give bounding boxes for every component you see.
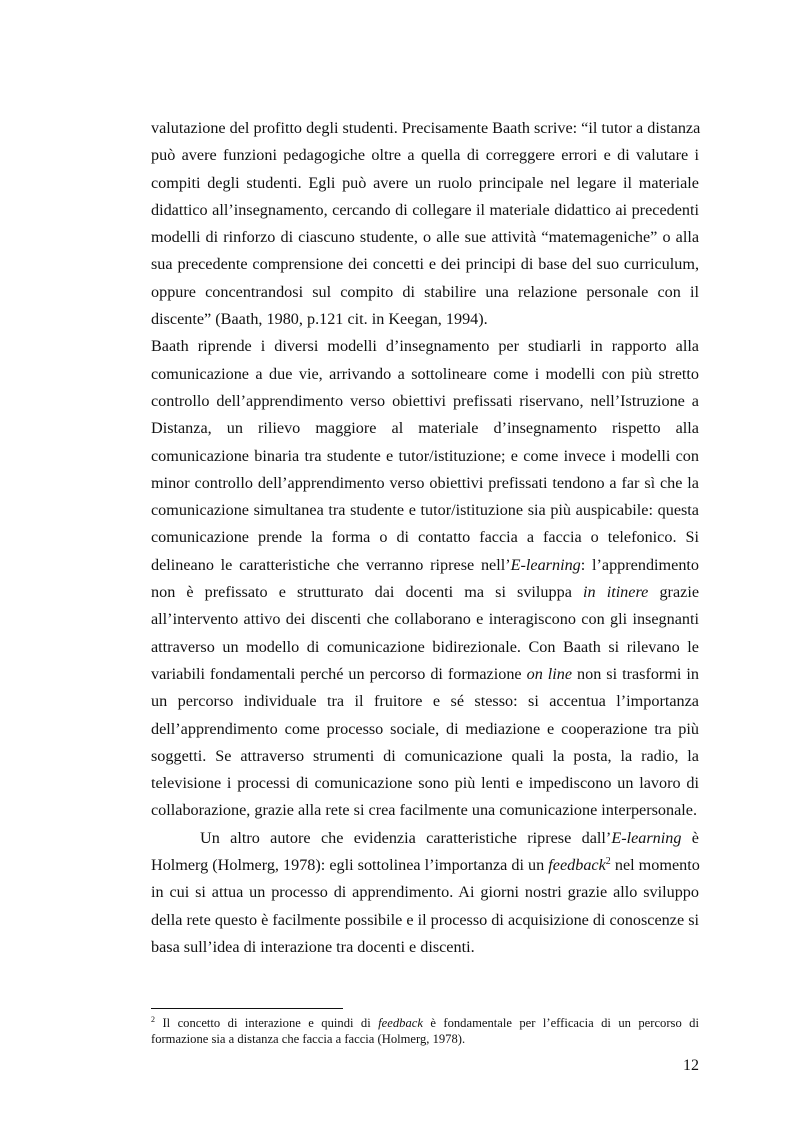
text-line: [151, 661, 699, 688]
text-line: didattico all’insegnamento, cercando di collegare il materiale didattico ai precedenti: [151, 200, 699, 219]
text-run: grazie: [648, 583, 699, 602]
text-line: comunicazione binaria tra studente e tutor/istituzione; e come invece i modelli con: [151, 446, 699, 465]
paragraph-holmerg: [151, 825, 699, 961]
italic-term: feedback: [378, 1016, 423, 1030]
footnote-reference[interactable]: 2: [605, 856, 611, 868]
page-number: 12: [683, 1057, 699, 1074]
text-run: nel momento: [610, 856, 700, 875]
text-run: variabili fondamentali perché un percorso di formazione: [151, 664, 527, 683]
text-run: Il concetto di interazione e quindi di: [155, 1016, 379, 1030]
footnote-divider: [151, 1008, 343, 1009]
footnote-line: [151, 1015, 699, 1031]
body-text: [151, 115, 699, 961]
text-line: comunicazione a due vie, arrivando a sottolineare come i modelli con più stretto: [151, 364, 699, 383]
text-line: collaborazione, grazie alla rete si crea facilmente una comunicazione interpersonale.: [151, 801, 698, 820]
text-line: [151, 852, 699, 879]
text-run: Un altro autore che evidenzia caratteristiche riprese dall’: [200, 828, 612, 847]
italic-term: in itinere: [583, 583, 649, 602]
text-line: dell’apprendimento come processo sociale, di mediazione e cooperazione tra più: [151, 719, 699, 738]
text-line: soggetti. Se attraverso strumenti di comunicazione quali la posta, la radio, la: [151, 746, 699, 765]
text-line: un percorso individuale tra il fruitore e sé stesso: si accentua l’importanza: [151, 692, 699, 711]
text-line: comunicazione simultanea tra studente e tutor/istituzione sia più auspicabile: questa: [151, 501, 699, 520]
text-line: modelli di rinforzo di ciascuno studente, o alle sue attività “matemageniche” o alla: [151, 228, 699, 247]
text-line: [151, 552, 699, 579]
text-line: [151, 825, 699, 852]
text-run: è: [681, 828, 699, 847]
text-line: attraverso un modello di comunicazione bidirezionale. Con Baath si rilevano le: [151, 637, 699, 656]
text-line: valutazione del profitto degli studenti. Precisamente Baath scrive: “il tutor a distanza: [151, 119, 701, 137]
text-line: comunicazione prende la forma o di contatto faccia a faccia o telefonico. Si: [151, 528, 699, 547]
footnote: [151, 1015, 699, 1047]
text-line: minor controllo dell’apprendimento verso obiettivi prefissati tendono a far sì che la: [151, 473, 699, 492]
text-line: Distanza, un rilievo maggiore al materiale d’insegnamento rispetto alla: [151, 419, 699, 438]
text-run: non è prefissato e strutturato dai docenti ma si sviluppa: [151, 583, 583, 602]
text-line: [151, 579, 699, 606]
text-line: basa sull’idea di interazione tra docenti e discenti.: [151, 937, 475, 956]
text-line: controllo dell’apprendimento verso obiettivi prefissati riservano, nell’Istruzione a: [151, 391, 699, 410]
footnote-marker: 2: [151, 1015, 155, 1024]
text-line: sua precedente comprensione dei concetti e dei principi di base del suo curriculum,: [151, 255, 699, 274]
italic-term: E-learning: [611, 828, 682, 847]
text-line: compiti degli studenti. Egli può avere un ruolo principale nel legare il materiale: [151, 173, 699, 192]
text-run: Holmerg (Holmerg, 1978): egli sottolinea l’importanza di un: [151, 856, 549, 875]
text-line: all’intervento attivo dei discenti che collaborano e interagiscono con gli insegnanti: [151, 610, 699, 629]
text-run: : l’apprendimento: [580, 555, 700, 574]
text-run: delineano le caratteristiche che verranno riprese nell’: [151, 555, 511, 574]
text-line: della rete questo è facilmente possibile e il processo di acquisizione di conoscenze si: [151, 910, 699, 929]
text-line: può avere funzioni pedagogiche oltre a quella di correggere errori e di valutare i: [151, 146, 699, 165]
footnote-line: formazione sia a distanza che faccia a faccia (Holmerg, 1978).: [151, 1032, 466, 1046]
text-line: oppure concentrandosi sul compito di stabilire una relazione personale con il: [151, 282, 699, 301]
text-line: discente” (Baath, 1980, p.121 cit. in Keegan, 1994).: [151, 310, 488, 329]
text-line: in cui si attua un processo di apprendimento. Ai giorni nostri grazie allo sviluppo: [151, 883, 699, 902]
text-line: Baath riprende i diversi modelli d’insegnamento per studiarli in rapporto alla: [151, 337, 699, 356]
italic-term: E-learning: [510, 555, 581, 574]
text-run: non si trasformi in: [572, 664, 699, 683]
italic-term: on line: [526, 664, 573, 683]
paragraph-baath-models: [151, 333, 699, 824]
text-run: è fondamentale per l’efficacia di un percorso di: [422, 1016, 699, 1030]
italic-term: feedback: [548, 856, 606, 875]
paragraph-quote: [151, 115, 699, 333]
text-line: televisione i processi di comunicazione sono più lenti e impediscono un lavoro di: [151, 774, 699, 793]
